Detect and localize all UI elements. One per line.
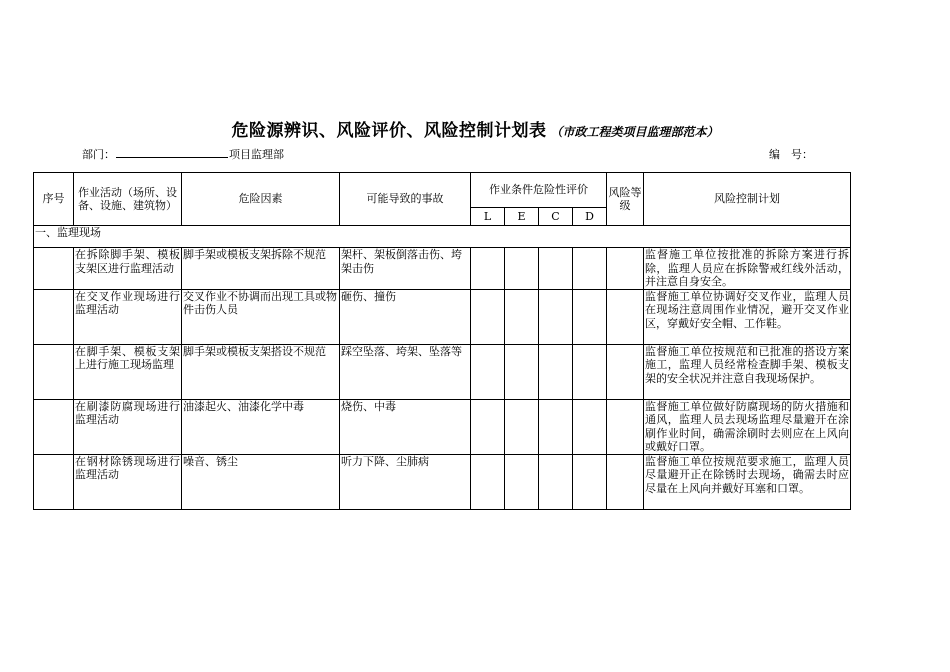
cell-d (573, 399, 607, 454)
cell-level (607, 344, 644, 399)
department-blank[interactable] (116, 147, 228, 158)
cell-hazard: 噪音、锈尘 (182, 454, 340, 509)
cell-plan: 监督施工单位按批准的拆除方案进行拆除，监理人员应在拆除警戒红线外活动，并注意自身安全。 (645, 248, 849, 288)
cell-e (505, 454, 539, 509)
cell-plan: 监督施工单位按规范和已批准的搭设方案施工，监理人员经常检查脚手架、模板支架的安全状况并注意自我现场保护。 (644, 344, 851, 399)
cell-accident: 砸伤、撞伤 (340, 289, 471, 344)
department-label: 部门： (82, 148, 115, 161)
document-title (0, 116, 950, 141)
section-row (34, 226, 851, 248)
cell-accident: 听力下降、尘肺病 (340, 454, 471, 509)
cell-c (539, 344, 573, 399)
cell-c (539, 454, 573, 509)
cell-activity: 在交叉作业现场进行监理活动 (74, 289, 182, 344)
header-hazard: 危险因素 (182, 173, 340, 226)
cell-plan: 监督施工单位协调好交叉作业，监理人员在现场注意周围作业情况，避开交叉作业区，穿戴好安全帽、工作鞋。 (644, 289, 851, 344)
cell-d (573, 344, 607, 399)
risk-control-table (33, 172, 851, 510)
cell-e (505, 344, 539, 399)
cell-c (539, 399, 573, 454)
section-title: 一、监理现场 (34, 226, 851, 248)
cell-e (505, 399, 539, 454)
cell-c (539, 289, 573, 344)
table-row (34, 399, 851, 454)
cell-level (607, 399, 644, 454)
cell-seq (34, 289, 74, 344)
header-d: D (573, 208, 607, 226)
cell-hazard: 脚手架或模板支架搭设不规范 (182, 344, 340, 399)
cell-d (573, 454, 607, 509)
cell-hazard: 脚手架或模板支架拆除不规范 (182, 248, 340, 290)
cell-accident: 踩空坠落、垮架、坠落等 (340, 344, 471, 399)
department-line (82, 146, 284, 162)
header-row (34, 173, 851, 208)
cell-d (573, 248, 607, 290)
cell-l (471, 454, 505, 509)
header-e: E (505, 208, 539, 226)
title-main: 危险源辨识、风险评价、风险控制计划表 (231, 121, 547, 141)
cell-l (471, 399, 505, 454)
cell-activity: 在钢材除锈现场进行监理活动 (74, 454, 182, 509)
serial-number-label: 编 号： (769, 148, 813, 161)
cell-level (607, 289, 644, 344)
cell-seq (34, 248, 74, 290)
cell-hazard: 油漆起火、油漆化学中毒 (182, 399, 340, 454)
cell-d (573, 289, 607, 344)
header-level: 风险等级 (607, 173, 644, 226)
title-subtitle: （市政工程类项目监理部范本） (550, 125, 719, 139)
header-plan: 风险控制计划 (644, 173, 851, 226)
header-l: L (471, 208, 505, 226)
cell-accident: 架杆、架板倒落击伤、垮架击伤 (340, 248, 471, 290)
header-accident: 可能导致的事故 (340, 173, 471, 226)
cell-l (471, 248, 505, 290)
cell-activity: 在拆除脚手架、模板支架区进行监理活动 (74, 248, 182, 290)
cell-plan: 监督施工单位做好防腐现场的防火措施和通风，监理人员去现场监理尽量避开在涂刷作业时间，确需涂刷时去则应在上风向或戴好口罩。 (645, 399, 849, 453)
cell-l (471, 289, 505, 344)
cell-c (539, 248, 573, 290)
cell-level (607, 454, 644, 509)
header-activity: 作业活动（场所、设备、设施、建筑物） (74, 173, 182, 226)
cell-l (471, 344, 505, 399)
cell-e (505, 248, 539, 290)
department-suffix: 项目监理部 (229, 148, 284, 161)
cell-activity: 在刷漆防腐现场进行监理活动 (74, 399, 182, 454)
table-row (34, 289, 851, 344)
table-row (34, 248, 851, 290)
header-condition: 作业条件危险性评价 (471, 173, 607, 208)
cell-seq (34, 454, 74, 509)
table-row (34, 344, 851, 399)
cell-hazard: 交叉作业不协调而出现工具或物件击伤人员 (182, 289, 340, 344)
cell-accident: 烧伤、中毒 (340, 399, 471, 454)
cell-seq (34, 399, 74, 454)
header-c: C (539, 208, 573, 226)
cell-e (505, 289, 539, 344)
table-row (34, 454, 851, 509)
cell-plan: 监督施工单位按规范要求施工，监理人员尽量避开正在除锈时去现场，确需去时应尽量在上风向并戴好耳塞和口罩。 (644, 454, 851, 509)
cell-level (607, 248, 644, 290)
cell-activity: 在脚手架、模板支架上进行施工现场监理 (74, 344, 182, 399)
cell-seq (34, 344, 74, 399)
header-seq: 序号 (34, 173, 74, 226)
